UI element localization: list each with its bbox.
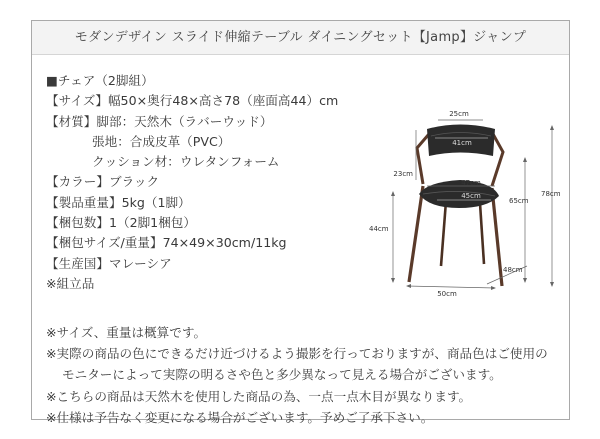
spec-package-count: 【梱包数】1（2脚1梱包） bbox=[46, 215, 196, 231]
spec-cushion: クッション材：ウレタンフォーム bbox=[92, 154, 280, 170]
arrow-right-icon bbox=[491, 286, 496, 290]
dim-total-height: 78cm bbox=[541, 190, 561, 198]
note-approx: ※サイズ、重量は概算です。 bbox=[46, 325, 207, 340]
note-wood: ※こちらの商品は天然木を使用した商品の為、一点一点木目が異なります。 bbox=[46, 388, 472, 404]
arrow-up-icon bbox=[523, 157, 527, 162]
spec-heading: ■チェア（2脚組） bbox=[46, 73, 154, 88]
arrow-down-icon bbox=[391, 278, 395, 283]
arrow-up-icon bbox=[550, 125, 554, 130]
front-right-leg bbox=[492, 188, 502, 286]
spec-upholstery: 張地：合成皮革（PVC） bbox=[92, 133, 231, 149]
dim-seat-height: 44cm bbox=[369, 225, 389, 233]
spec-size: 【サイズ】幅50×奥行48×高さ78（座面高44）cm bbox=[46, 93, 339, 109]
arrow-left-icon bbox=[406, 284, 411, 288]
spec-weight: 【製品重量】5kg（1脚） bbox=[46, 194, 191, 210]
spec-assembly: ※組立品 bbox=[46, 275, 95, 291]
spec-material: 【材質】脚部：天然木（ラバーウッド） bbox=[46, 113, 273, 129]
chair-illustration bbox=[367, 96, 567, 296]
dim-arm-height: 65cm bbox=[509, 197, 529, 205]
chair-dimension-diagram bbox=[367, 96, 567, 296]
arrow-up-icon bbox=[391, 191, 395, 196]
note-color: ※実際の商品の色にできるだけ近づけるよう撮影を行っておりますが、商品色はご使用の bbox=[46, 346, 548, 362]
spec-origin: 【生産国】マレーシア bbox=[46, 255, 172, 271]
dim-back-height: 23cm bbox=[393, 170, 413, 178]
arrow-down-icon bbox=[523, 278, 527, 283]
spec-panel bbox=[31, 20, 570, 425]
dim-depth: 48cm bbox=[503, 266, 523, 274]
front-left-leg bbox=[409, 186, 423, 282]
spec-list bbox=[46, 71, 338, 294]
spec-color: 【カラー】ブラック bbox=[46, 174, 160, 190]
dim-width: 50cm bbox=[437, 290, 457, 296]
spec-package-size: 【梱包サイズ/重量】74×49×30cm/11kg bbox=[46, 235, 287, 251]
dim-inner-back: 41cm bbox=[452, 139, 472, 147]
arrow-down-icon bbox=[550, 282, 554, 287]
dim-back-width: 25cm bbox=[449, 110, 469, 118]
left-back-frame bbox=[417, 134, 429, 184]
notes-list bbox=[46, 322, 548, 428]
dim-seat-width: 47cm bbox=[461, 179, 481, 187]
note-color-cont: モニターによって実際の明るさや色と多少異なって見える場合がございます。 bbox=[62, 367, 502, 383]
dim-seat-inner: 45cm bbox=[461, 192, 481, 200]
dim-width-line bbox=[407, 286, 495, 288]
product-title: モダンデザイン スライド伸縮テーブル ダイニングセット【Jamp】ジャンプ bbox=[32, 21, 569, 55]
note-spec-change: ※仕様は予告なく変更になる場合がございます。予めご了承下さい。 bbox=[46, 409, 434, 425]
